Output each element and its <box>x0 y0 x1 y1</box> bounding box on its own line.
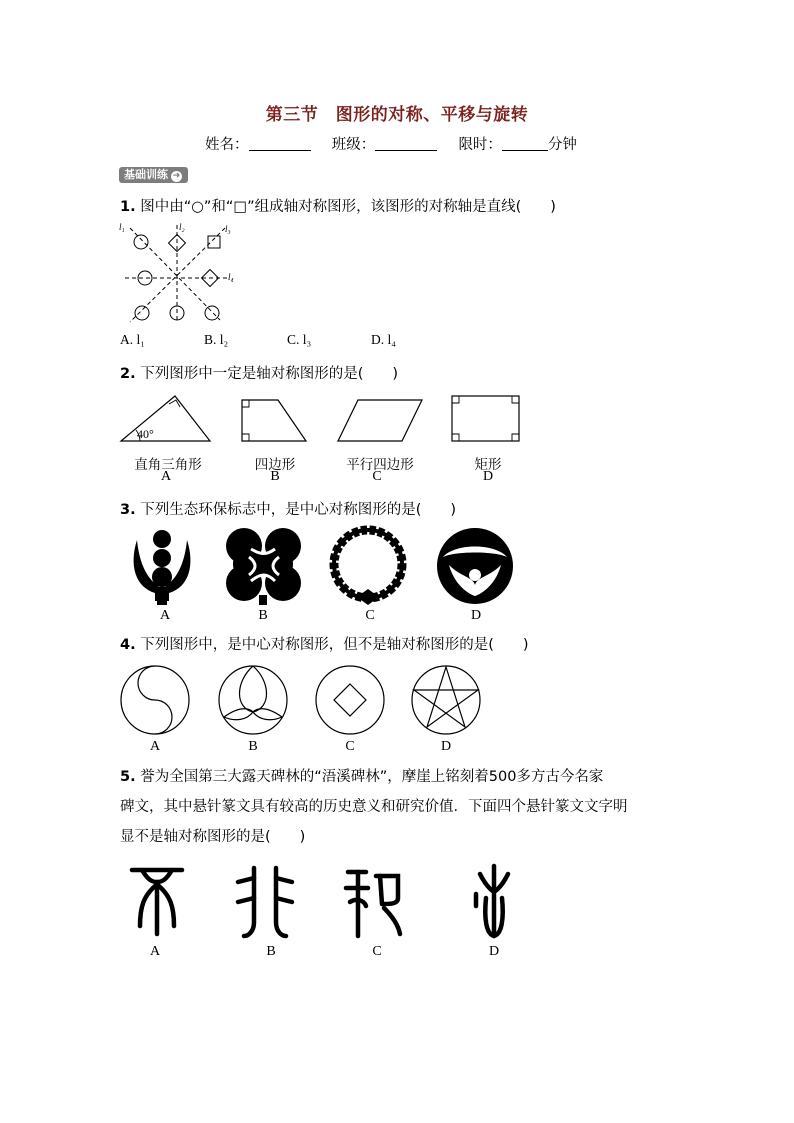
q4-number: 4. <box>120 637 136 653</box>
q1-number: 1. <box>120 199 136 215</box>
eco-logo-a <box>134 530 191 605</box>
pentagram-circle <box>412 666 480 734</box>
question-1 <box>120 195 556 216</box>
seal-char-c <box>346 872 400 936</box>
q3-text: 下列生态环保标志中，是中心对称图形的是( ) <box>140 502 457 518</box>
arrow-icon: ➜ <box>172 171 181 181</box>
seal-char-d <box>476 866 508 936</box>
axis-label-l3: l₃ <box>225 224 231 234</box>
question-4 <box>120 633 529 654</box>
quadrilateral-shape <box>242 400 306 441</box>
q4-figures <box>115 662 490 738</box>
q2-caption-b: 四边形 <box>254 457 296 473</box>
q5-line-1 <box>120 762 680 792</box>
q5-letter-c[interactable]: C <box>372 944 382 959</box>
name-blank[interactable] <box>249 136 311 151</box>
eco-logo-c <box>334 530 402 605</box>
q3-letter-d[interactable]: D <box>470 608 482 623</box>
class-label: 班级： <box>331 137 376 153</box>
question-2 <box>120 362 398 383</box>
q2-caption-a: 直角三角形 <box>134 457 202 473</box>
q2-letter-c[interactable]: C <box>372 469 382 484</box>
q5-line-1-text: 誉为全国第三大露天碑林的“浯溪碑林”，摩崖上铭刻着500多方古今名家 <box>140 769 604 785</box>
right-triangle-shape <box>121 396 210 441</box>
q2-caption-d: 矩形 <box>474 457 502 473</box>
time-label: 限时： <box>458 137 502 153</box>
diamond-circle <box>316 666 384 734</box>
q5-line-2: 碑文，其中悬针篆文具有较高的历史意义和研究价值．下面四个悬针篆文文字明 <box>120 799 628 815</box>
eco-logo-b <box>226 528 301 605</box>
q1-option-c[interactable]: C. l₃ <box>287 332 312 347</box>
time-unit: 分钟 <box>547 137 577 153</box>
badge-label: 基础训练 <box>124 168 168 181</box>
seal-char-a <box>132 870 182 934</box>
q1-option-b[interactable]: B. l₂ <box>204 332 229 347</box>
student-info-line <box>205 133 577 154</box>
axis-label-l1: l₁ <box>119 222 125 232</box>
q2-number: 2. <box>120 366 136 382</box>
axis-label-l4: l₄ <box>228 272 234 282</box>
q4-letter-d[interactable]: D <box>440 739 452 754</box>
q2-letter-a[interactable]: A <box>160 469 172 484</box>
q2-text: 下列图形中一定是轴对称图形的是( ) <box>140 366 399 382</box>
q2-letter-b[interactable]: B <box>270 469 280 484</box>
name-label: 姓名： <box>205 137 249 153</box>
q4-letter-a[interactable]: A <box>149 739 161 754</box>
question-5 <box>120 762 680 852</box>
q5-letter-b[interactable]: B <box>266 944 276 959</box>
q2-letter-d[interactable]: D <box>482 469 494 484</box>
q5-letter-a[interactable]: A <box>149 944 161 959</box>
rectangle-shape <box>452 396 519 441</box>
time-blank[interactable] <box>502 136 548 151</box>
q3-letter-c[interactable]: C <box>365 608 375 623</box>
q1-text: 图中由“○”和“□”组成轴对称图形，该图形的对称轴是直线( ) <box>140 199 556 215</box>
seal-char-b <box>238 868 292 936</box>
q1-option-a[interactable]: A. l₁ <box>120 332 145 347</box>
q3-number: 3. <box>120 502 136 518</box>
trefoil-circle <box>219 666 287 734</box>
class-blank[interactable] <box>375 136 437 151</box>
q5-letter-d[interactable]: D <box>488 944 500 959</box>
angle-label: 40° <box>137 427 154 441</box>
q5-line-3: 显不是轴对称图形的是( ) <box>120 829 306 845</box>
question-3 <box>120 498 456 519</box>
q4-letter-b[interactable]: B <box>248 739 258 754</box>
q1-figure <box>115 220 240 330</box>
q2-caption-c: 平行四边形 <box>346 457 414 473</box>
q3-letter-b[interactable]: B <box>258 608 268 623</box>
parallelogram-shape <box>338 400 422 441</box>
q5-number: 5. <box>120 769 136 785</box>
q1-option-d[interactable]: D. l₄ <box>371 332 396 347</box>
q3-letter-a[interactable]: A <box>159 608 171 623</box>
axis-label-l2: l₂ <box>179 222 185 232</box>
q2-figures <box>118 392 528 447</box>
q4-text: 下列图形中，是中心对称图形，但不是轴对称图形的是( ) <box>140 637 529 653</box>
q3-figures <box>125 525 520 607</box>
section-badge <box>119 167 188 183</box>
q5-figures <box>120 862 530 942</box>
page-title: 第三节 图形的对称、平移与旋转 <box>265 105 529 125</box>
eco-logo-d <box>437 528 513 604</box>
q4-letter-c[interactable]: C <box>345 739 355 754</box>
